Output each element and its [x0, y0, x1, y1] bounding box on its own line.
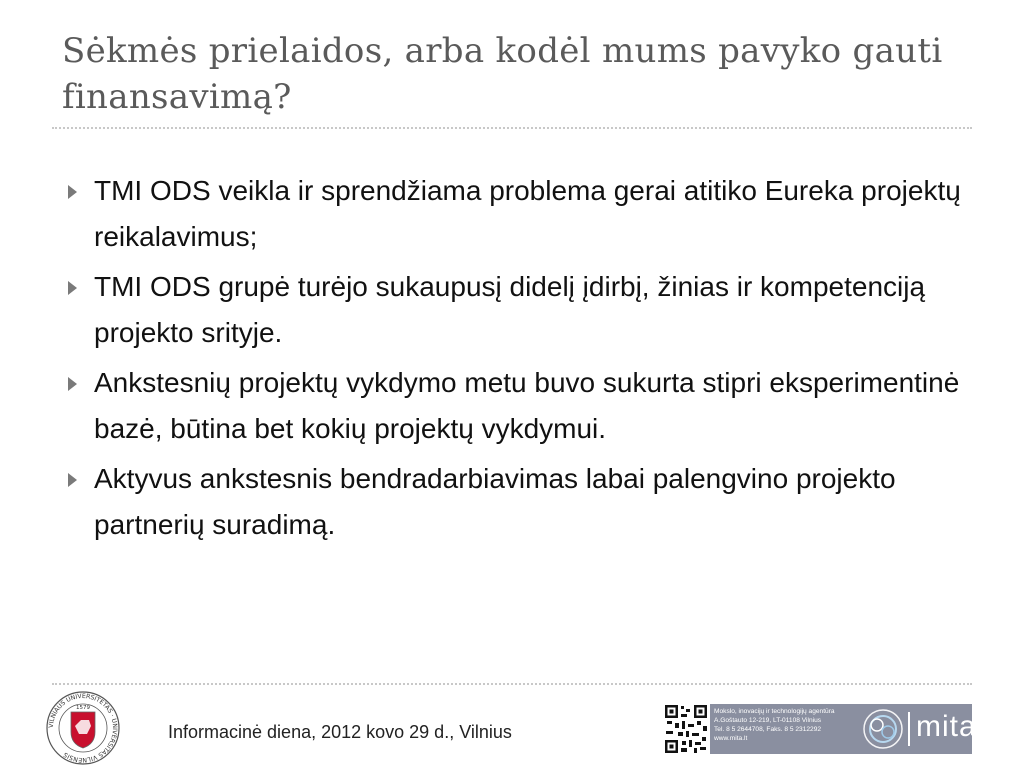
- bullet-item: [62, 168, 982, 260]
- bullet-item: [62, 264, 982, 356]
- mita-line: Mokslo, inovacijų ir technologijų agentūra: [714, 708, 835, 715]
- mita-emblem-icon: [862, 708, 904, 750]
- mita-separator: [908, 712, 910, 746]
- title-divider: [52, 127, 972, 129]
- triangle-right-icon: [68, 377, 77, 391]
- bullet-text: Ankstesnių projektų vykdymo metu buvo sukurta stipri eksperimentinė bazė, būtina bet kokių projektų vykdymui.: [94, 367, 960, 444]
- mita-line: www.mita.lt: [714, 735, 748, 742]
- slide-title: Sėkmės prielaidos, arba kodėl mums pavyko gauti finansavimą?: [62, 31, 943, 117]
- bullet-list: [62, 168, 982, 552]
- mita-line: Tel. 8 5 2644708, Faks. 8 5 2312292: [714, 726, 822, 733]
- mita-line: A.Goštauto 12-219, LT-01108 Vilnius: [714, 717, 822, 724]
- bullet-item: [62, 456, 982, 548]
- triangle-right-icon: [68, 473, 77, 487]
- bullet-text: Aktyvus ankstesnis bendradarbiavimas labai palengvino projekto partnerių suradimą.: [94, 463, 896, 540]
- seal-year: 1579: [76, 705, 90, 711]
- qr-code-icon: [664, 704, 708, 754]
- mita-banner: [710, 704, 977, 754]
- footer-event-text: Informacinė diena, 2012 kovo 29 d., Vilnius: [168, 722, 512, 742]
- triangle-right-icon: [68, 281, 77, 295]
- mita-brand-name: mita: [916, 710, 977, 743]
- bullet-text: TMI ODS grupė turėjo sukaupusį didelį įdirbį, žinias ir kompetenciją projekto srityje.: [94, 271, 926, 348]
- mita-contact-info: [714, 707, 864, 743]
- university-seal-logo: [45, 690, 121, 766]
- seal-ring-text: VILNIAUS UNIVERSITETAS · UNIVERSITAS VILNENSIS: [47, 692, 119, 764]
- bullet-item: [62, 360, 982, 452]
- triangle-right-icon: [68, 185, 77, 199]
- footer-divider: [52, 683, 972, 685]
- bullet-text: TMI ODS veikla ir sprendžiama problema gerai atitiko Eureka projektų reikalavimus;: [94, 175, 961, 252]
